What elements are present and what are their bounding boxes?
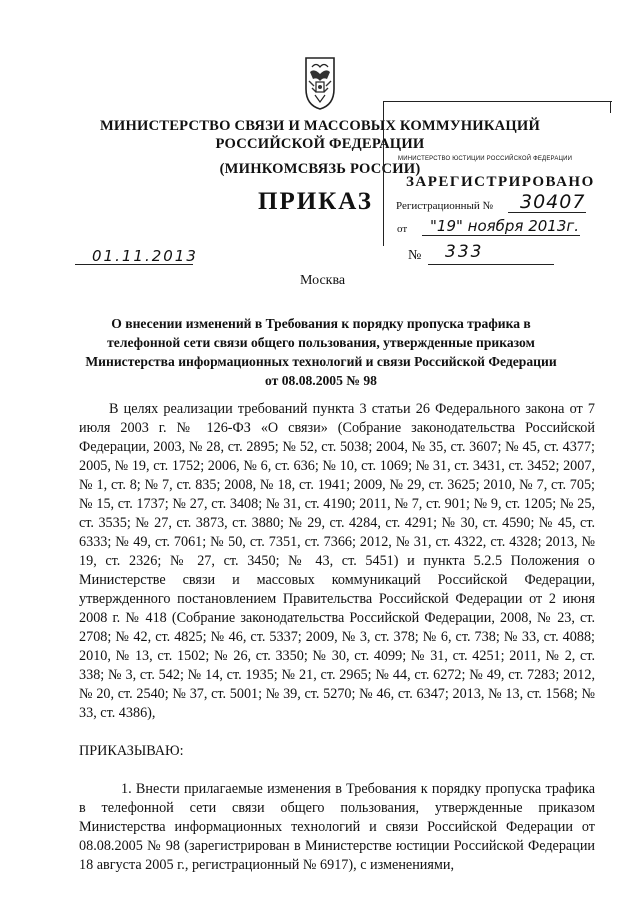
- document-type-title: ПРИКАЗ: [258, 188, 373, 215]
- order-item-1: 1. Внести прилагаемые изменения в Требования к порядку пропуска трафика в телефонной сети связи общего пользования, утвержденные приказом Министерства информационных технологий и связи Российской Федерации от 08.08.2005 № 98 (зарегистрирован в Министерстве юстиции Российской Федерации 18 августа 2005 г., регистрационный № 6917), с изменениями,: [79, 781, 595, 873]
- ministry-name-line1: МИНИСТЕРСТВО СВЯЗИ И МАССОВЫХ КОММУНИКАЦИЙ: [99, 118, 541, 134]
- stamp-ministry-name: МИНИСТЕРСТВО ЮСТИЦИИ РОССИЙСКОЙ ФЕДЕРАЦИИ: [398, 156, 573, 162]
- stamp-reg-number: 30407: [520, 191, 586, 213]
- stamp-reg-number-label: Регистрационный №: [396, 200, 494, 212]
- order-number-label: №: [408, 248, 422, 263]
- order-number-underline: [428, 264, 554, 265]
- ministry-short-name: (МИНКОМСВЯЗЬ РОССИИ): [219, 161, 421, 177]
- order-number: 333: [445, 242, 484, 262]
- order-verb: ПРИКАЗЫВАЮ:: [79, 743, 184, 759]
- stamp-registered-label: ЗАРЕГИСТРИРОВАНО: [406, 174, 595, 190]
- stamp-date-underline: [422, 235, 580, 236]
- preamble-paragraph: В целях реализации требований пункта 3 статьи 26 Федерального закона от 7 июля 2003 г. № 126-ФЗ «О связи» (Собрание законодательства Российской Федерации, 2003, № 28, ст. 2895; № 52, ст. 5038; 2004, № 35, ст. 3607; № 45, ст. 4377; 2005, № 19, ст. 1752; 2006, № 6, ст. 636; № 10, ст. 1069; № 31, ст. 3431, ст. 3452; 2007, № 1, ст. 8; № 7, ст. 835; 2008, № 18, ст. 1941; 2009, № 29, ст. 3625; 2010, № 7, ст. 705; № 15, ст. 1737; № 27, ст. 3408; № 31, ст. 4190; 2011, № 7, ст. 901; № 9, ст. 1205; № 25, ст. 3535; № 27, ст. 3873, ст. 3880; № 29, ст. 4284, ст. 4291; № 30, ст. 4590; № 45, ст. 6333; № 49, ст. 7061; № 50, ст. 7351, ст. 7366; 2012, № 31, ст. 4322, ст. 4328; 2013, № 19, ст. 2326; № 27, ст. 3450; № 43, ст. 5451) и пункта 5.2.5 Положения о Министерстве связи и массовых коммуникаций Российской Федерации, утвержденного постановлением Правительства Российской Федерации от 2 июня 2008 г. № 418 (Собрание законодательства Российской Федерации, 2008, № 23, ст. 2708; № 42, ст. 4825; № 46, ст. 5337; 2009, № 3, ст. 378; № 6, ст. 738; № 33, ст. 4088; 2010, № 13, ст. 1502; № 26, ст. 3350; № 30, ст. 4099; № 31, ст. 4251; 2011, № 2, ст. 338; № 3, ст. 542; № 14, ст. 1935; № 21, ст. 2965; № 44, ст. 6272; № 49, ст. 7283; 2012, № 20, ст. 2540; № 37, ст. 5001; № 39, ст. 5270; № 46, ст. 6347; 2013, № 13, ст. 1568; № 33, ст. 4386),: [79, 401, 595, 721]
- city-name: Москва: [300, 273, 346, 288]
- document-body: [79, 400, 595, 875]
- ministry-name-line2: РОССИЙСКОЙ ФЕДЕРАЦИИ: [215, 136, 425, 152]
- stamp-date-label: от: [397, 223, 408, 235]
- coat-of-arms-emblem: [299, 55, 341, 111]
- order-date-underline: [75, 264, 193, 265]
- stamp-corner-mark: [596, 101, 611, 113]
- order-date: 01.11.2013: [92, 247, 198, 265]
- order-subject: О внесении изменений в Требования к порядку пропуска трафика в телефонной сети связи общего пользования, утвержденные приказом Министерства информационных технологий и связи Российской Федерации от 08.08.2005 № 98: [85, 316, 557, 388]
- stamp-date-value: "19" ноября 2013г.: [430, 217, 580, 235]
- stamp-number-underline: [508, 212, 586, 213]
